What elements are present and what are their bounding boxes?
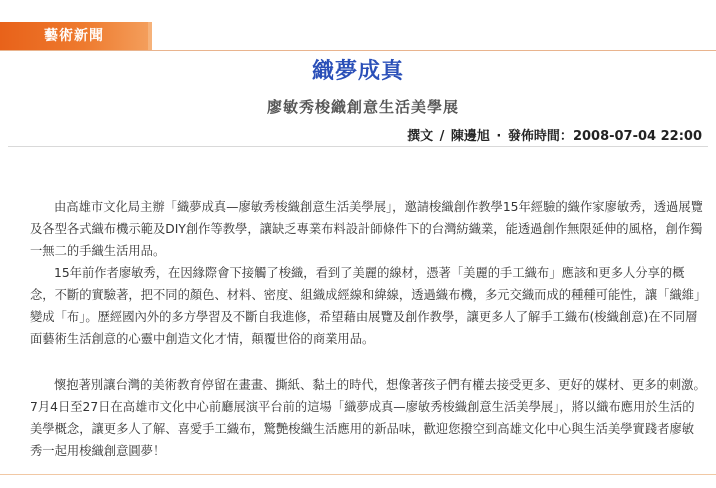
byline-divider (8, 146, 708, 147)
section-divider (0, 50, 716, 51)
tab-accent (148, 22, 152, 50)
byline: 撰文 / 陳邊旭 · 發佈時間：2008-07-04 22:00 (407, 129, 702, 144)
article-title: 織夢成真 (311, 59, 404, 84)
article-paragraph: 由高雄市文化局主辦「織夢成真—廖敏秀梭織創意生活美學展」，邀請梭織創作教學15年經驗的織作家廖敏秀，透過展覽及各型各式織布機示範及DIY創作等教學，讓缺乏專業布料設計師條件下的台灣紡織業，能透過創作無限延伸的風格，創作獨一無二的手織生活用品。 (30, 200, 703, 258)
article-subtitle: 廖敏秀梭織創意生活美學展 (266, 98, 459, 116)
author-label: 撰文 (407, 129, 434, 144)
section-label: 藝術新聞 (44, 28, 104, 44)
footer-divider (0, 474, 716, 475)
article-body (30, 196, 706, 462)
author-name: 陳邊旭 (450, 129, 490, 144)
article-paragraph: 15年前作者廖敏秀，在因緣際會下接觸了梭織，看到了美麗的線材，憑著「美麗的手工織布」應該和更多人分享的概念，不斷的實驗著，把不同的顏色、材料、密度、組織成經線和緯線，透過織布機，多元交織而成的種種可能性，讓「織維」變成「布」。歷經國內外的多方學習及不斷自我進修，希望藉由展覽及創作教學，讓更多人了解手工織布(梭織創意)在不同層面藝術生活創意的心靈中創造文化才情，顛覆世俗的商業用品。 (30, 266, 701, 346)
publish-time: 2008-07-04 22:00 (572, 129, 702, 144)
publish-time-label: 發佈時間 (507, 129, 560, 144)
article-paragraph: 懷抱著別讓台灣的美術教育停留在畫畫、撕紙、黏土的時代，想像著孩子們有權去接受更多、更好的媒材、更多的刺激。7月4日至27日在高雄市文化中心前廳展演平台前的這場「織夢成真—廖敏秀梭織創意生活美學展」，將以織布應用於生活的美學概念，讓更多人了解、喜愛手工織布，驚艷梭織生活應用的新品味，歡迎您撥空到高雄文化中心與生活美學實踐者廖敏秀一起用梭織創意圓夢！ (30, 378, 706, 458)
section-tab (0, 22, 152, 50)
